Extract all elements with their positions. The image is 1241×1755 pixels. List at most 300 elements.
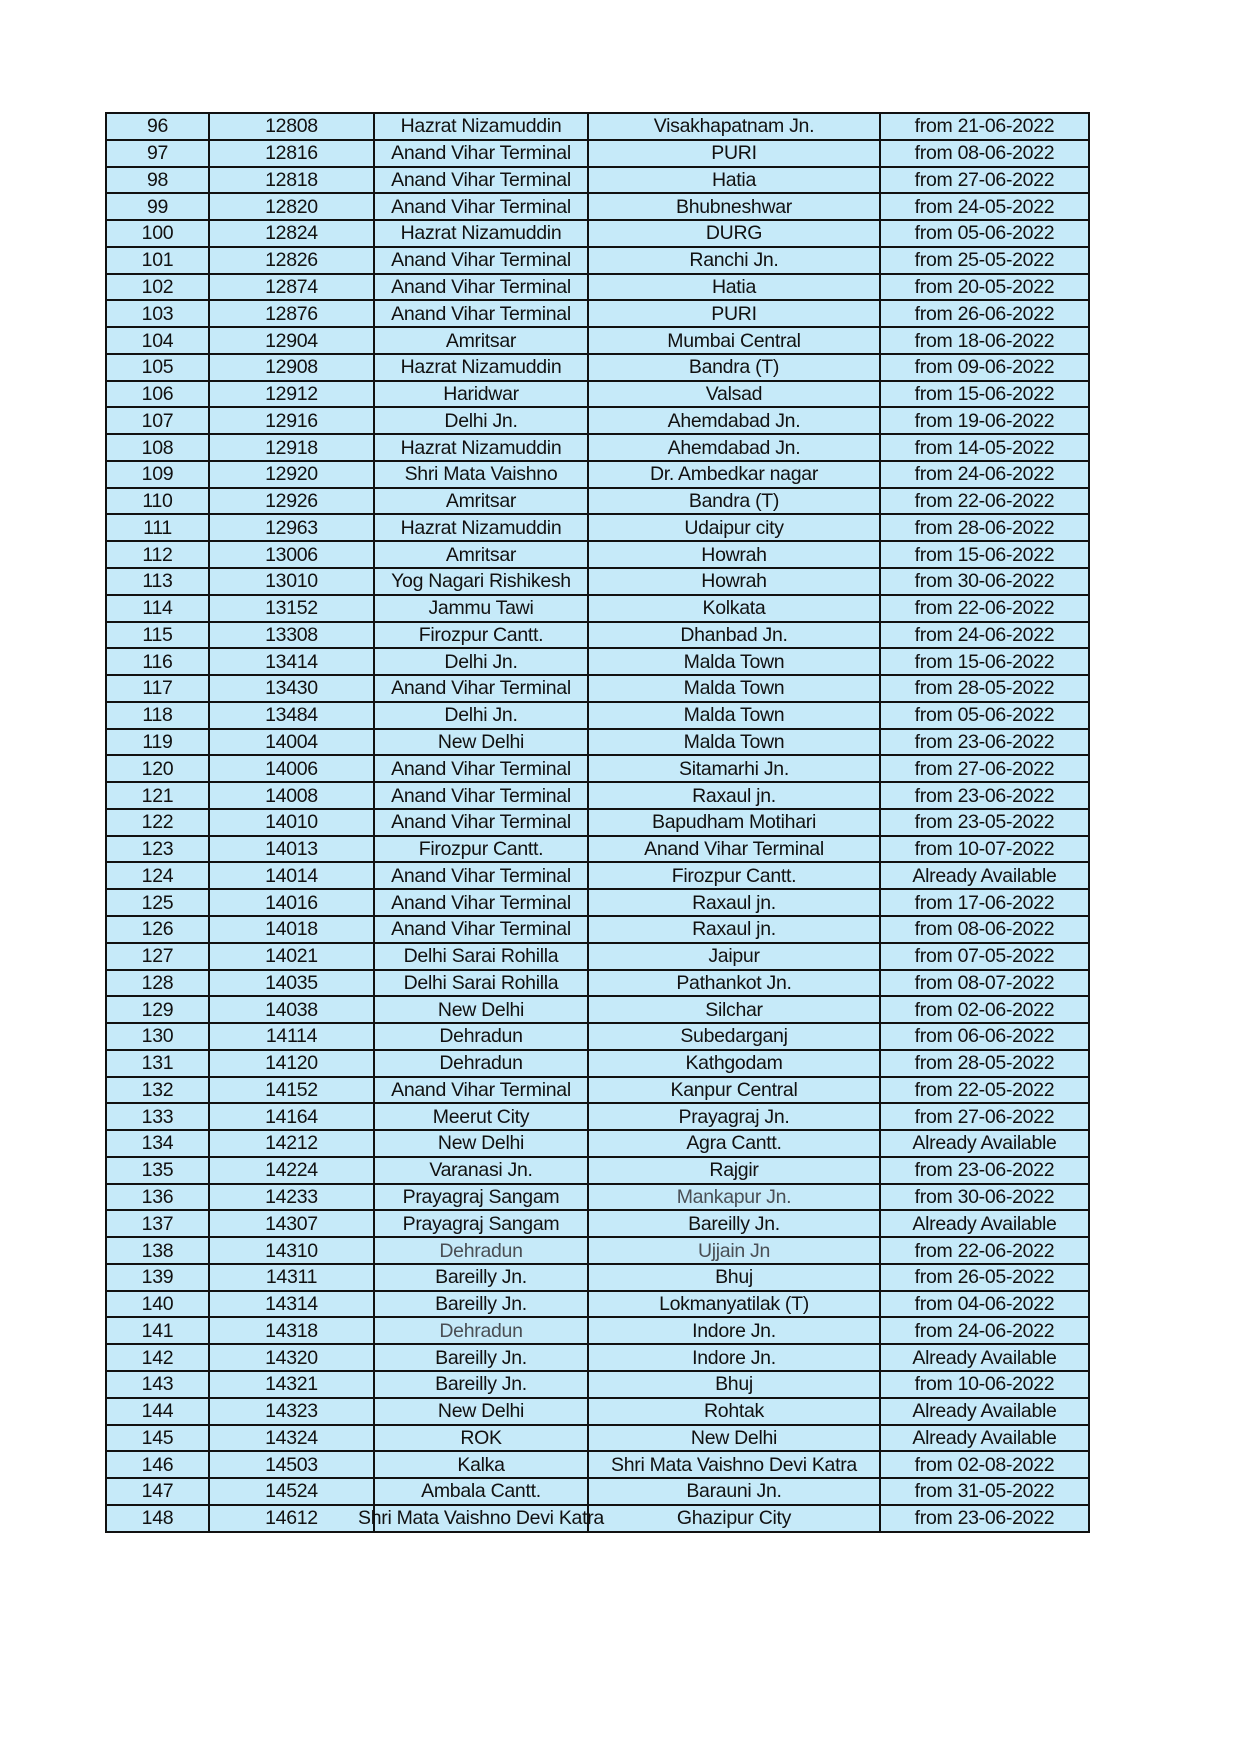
train-number-cell: 13484: [209, 702, 374, 729]
table-row: [106, 1425, 1089, 1452]
train-number-cell: 14503: [209, 1451, 374, 1478]
availability-date-cell: from 15-06-2022: [880, 648, 1089, 675]
availability-date-cell: from 22-06-2022: [880, 488, 1089, 515]
serial-number-cell: 132: [106, 1077, 209, 1104]
availability-date-cell: from 08-06-2022: [880, 916, 1089, 943]
train-number-cell: 14321: [209, 1371, 374, 1398]
origin-station-cell: Meerut City: [374, 1103, 588, 1130]
train-number-cell: 14114: [209, 1023, 374, 1050]
availability-date-cell: from 18-06-2022: [880, 327, 1089, 354]
destination-station-cell: PURI: [588, 300, 880, 327]
origin-station-cell: Anand Vihar Terminal: [374, 247, 588, 274]
availability-date-cell: Already Available: [880, 1425, 1089, 1452]
availability-date-cell: from 24-05-2022: [880, 193, 1089, 220]
origin-station-cell: Delhi Jn.: [374, 648, 588, 675]
destination-station-cell: Bhubneshwar: [588, 193, 880, 220]
train-number-cell: 12963: [209, 514, 374, 541]
destination-station-cell: Ahemdabad Jn.: [588, 434, 880, 461]
availability-date-cell: from 26-05-2022: [880, 1264, 1089, 1291]
table-row: [106, 622, 1089, 649]
availability-date-cell: from 04-06-2022: [880, 1291, 1089, 1318]
table-row: [106, 167, 1089, 194]
origin-station-cell: Hazrat Nizamuddin: [374, 434, 588, 461]
destination-station-cell: Dr. Ambedkar nagar: [588, 461, 880, 488]
availability-date-cell: from 02-06-2022: [880, 996, 1089, 1023]
train-number-cell: 14323: [209, 1398, 374, 1425]
train-number-cell: 14008: [209, 782, 374, 809]
train-number-cell: 13414: [209, 648, 374, 675]
availability-date-cell: from 21-06-2022: [880, 113, 1089, 140]
serial-number-cell: 139: [106, 1264, 209, 1291]
train-number-cell: 12818: [209, 167, 374, 194]
table-row: [106, 354, 1089, 381]
table-row: [106, 488, 1089, 515]
table-row: [106, 541, 1089, 568]
serial-number-cell: 146: [106, 1451, 209, 1478]
destination-station-cell: Bapudham Motihari: [588, 809, 880, 836]
table-row: [106, 648, 1089, 675]
table-row: [106, 1210, 1089, 1237]
availability-date-cell: from 28-05-2022: [880, 675, 1089, 702]
serial-number-cell: 129: [106, 996, 209, 1023]
destination-station-cell: Ranchi Jn.: [588, 247, 880, 274]
train-number-cell: 14018: [209, 916, 374, 943]
destination-station-cell: Hatia: [588, 274, 880, 301]
serial-number-cell: 115: [106, 622, 209, 649]
availability-date-cell: Already Available: [880, 1398, 1089, 1425]
origin-station-cell: Anand Vihar Terminal: [374, 755, 588, 782]
availability-date-cell: from 24-06-2022: [880, 461, 1089, 488]
origin-station-cell: Anand Vihar Terminal: [374, 274, 588, 301]
destination-station-cell: Ujjain Jn: [588, 1237, 880, 1264]
serial-number-cell: 112: [106, 541, 209, 568]
train-number-cell: 14038: [209, 996, 374, 1023]
table-row: [106, 1237, 1089, 1264]
train-number-cell: 12904: [209, 327, 374, 354]
serial-number-cell: 141: [106, 1317, 209, 1344]
table-row: [106, 916, 1089, 943]
destination-station-cell: Bandra (T): [588, 354, 880, 381]
availability-date-cell: from 30-06-2022: [880, 568, 1089, 595]
availability-date-cell: from 25-05-2022: [880, 247, 1089, 274]
destination-station-cell: Bhuj: [588, 1264, 880, 1291]
destination-station-cell: Kolkata: [588, 595, 880, 622]
train-number-cell: 12874: [209, 274, 374, 301]
train-number-cell: 14307: [209, 1210, 374, 1237]
train-number-cell: 12926: [209, 488, 374, 515]
train-number-cell: 14314: [209, 1291, 374, 1318]
origin-station-cell: Anand Vihar Terminal: [374, 889, 588, 916]
train-number-cell: 14311: [209, 1264, 374, 1291]
destination-station-cell: Indore Jn.: [588, 1344, 880, 1371]
serial-number-cell: 147: [106, 1478, 209, 1505]
train-number-cell: 14014: [209, 862, 374, 889]
table-body: [106, 113, 1089, 1532]
train-number-cell: 14164: [209, 1103, 374, 1130]
availability-date-cell: from 05-06-2022: [880, 220, 1089, 247]
availability-date-cell: from 09-06-2022: [880, 354, 1089, 381]
serial-number-cell: 140: [106, 1291, 209, 1318]
destination-station-cell: Ahemdabad Jn.: [588, 407, 880, 434]
destination-station-cell: Hatia: [588, 167, 880, 194]
serial-number-cell: 123: [106, 836, 209, 863]
origin-station-cell: New Delhi: [374, 996, 588, 1023]
availability-date-cell: from 22-06-2022: [880, 1237, 1089, 1264]
destination-station-cell: Silchar: [588, 996, 880, 1023]
destination-station-cell: Agra Cantt.: [588, 1130, 880, 1157]
availability-date-cell: Already Available: [880, 1344, 1089, 1371]
availability-date-cell: from 07-05-2022: [880, 943, 1089, 970]
availability-date-cell: from 05-06-2022: [880, 702, 1089, 729]
table-row: [106, 434, 1089, 461]
availability-date-cell: from 23-06-2022: [880, 782, 1089, 809]
train-number-cell: 13308: [209, 622, 374, 649]
serial-number-cell: 142: [106, 1344, 209, 1371]
serial-number-cell: 126: [106, 916, 209, 943]
origin-station-cell: Amritsar: [374, 541, 588, 568]
destination-station-cell: Mumbai Central: [588, 327, 880, 354]
serial-number-cell: 143: [106, 1371, 209, 1398]
serial-number-cell: 127: [106, 943, 209, 970]
origin-station-cell: Jammu Tawi: [374, 595, 588, 622]
serial-number-cell: 110: [106, 488, 209, 515]
table-row: [106, 702, 1089, 729]
serial-number-cell: 131: [106, 1050, 209, 1077]
origin-station-cell: Anand Vihar Terminal: [374, 167, 588, 194]
availability-date-cell: from 17-06-2022: [880, 889, 1089, 916]
serial-number-cell: 97: [106, 140, 209, 167]
train-number-cell: 14006: [209, 755, 374, 782]
destination-station-cell: Valsad: [588, 381, 880, 408]
availability-date-cell: from 10-06-2022: [880, 1371, 1089, 1398]
destination-station-cell: Raxaul jn.: [588, 889, 880, 916]
serial-number-cell: 117: [106, 675, 209, 702]
table-row: [106, 220, 1089, 247]
train-number-cell: 13010: [209, 568, 374, 595]
train-number-cell: 14310: [209, 1237, 374, 1264]
train-number-cell: 14320: [209, 1344, 374, 1371]
train-number-cell: 14524: [209, 1478, 374, 1505]
table-row: [106, 407, 1089, 434]
origin-station-cell: [358, 1505, 604, 1532]
origin-station-cell: Anand Vihar Terminal: [374, 140, 588, 167]
origin-station-cell: Varanasi Jn.: [374, 1157, 588, 1184]
serial-number-cell: 120: [106, 755, 209, 782]
table-row: [106, 1157, 1089, 1184]
availability-date-cell: from 27-06-2022: [880, 755, 1089, 782]
destination-station-cell: Howrah: [588, 568, 880, 595]
destination-station-cell: Raxaul jn.: [588, 916, 880, 943]
train-number-cell: 13430: [209, 675, 374, 702]
origin-station-cell: New Delhi: [374, 1130, 588, 1157]
origin-station-cell: Prayagraj Sangam: [374, 1210, 588, 1237]
availability-date-cell: from 30-06-2022: [880, 1184, 1089, 1211]
table-row: [106, 996, 1089, 1023]
availability-date-cell: from 06-06-2022: [880, 1023, 1089, 1050]
destination-station-cell: Pathankot Jn.: [588, 970, 880, 997]
origin-station-cell: Amritsar: [374, 488, 588, 515]
origin-station-cell: Delhi Jn.: [374, 407, 588, 434]
availability-date-cell: Already Available: [880, 862, 1089, 889]
train-number-cell: 12908: [209, 354, 374, 381]
destination-station-cell: Visakhapatnam Jn.: [588, 113, 880, 140]
availability-date-cell: Already Available: [880, 1130, 1089, 1157]
availability-date-cell: from 23-06-2022: [880, 1505, 1089, 1532]
train-number-cell: 12912: [209, 381, 374, 408]
table-row: [106, 1184, 1089, 1211]
train-number-cell: 12918: [209, 434, 374, 461]
serial-number-cell: 121: [106, 782, 209, 809]
origin-station-cell: Anand Vihar Terminal: [374, 1077, 588, 1104]
destination-station-cell: Prayagraj Jn.: [588, 1103, 880, 1130]
table-row: [106, 862, 1089, 889]
table-row: [106, 140, 1089, 167]
serial-number-cell: 105: [106, 354, 209, 381]
serial-number-cell: 124: [106, 862, 209, 889]
table-row: [106, 1478, 1089, 1505]
serial-number-cell: 102: [106, 274, 209, 301]
serial-number-cell: 109: [106, 461, 209, 488]
availability-date-cell: from 31-05-2022: [880, 1478, 1089, 1505]
table-row: [106, 836, 1089, 863]
destination-station-cell: Firozpur Cantt.: [588, 862, 880, 889]
destination-station-cell: New Delhi: [588, 1425, 880, 1452]
train-number-cell: 12826: [209, 247, 374, 274]
origin-station-cell: Hazrat Nizamuddin: [374, 220, 588, 247]
table-row: [106, 1050, 1089, 1077]
serial-number-cell: 135: [106, 1157, 209, 1184]
serial-number-cell: 125: [106, 889, 209, 916]
origin-station-cell: Dehradun: [374, 1023, 588, 1050]
destination-station-cell: Howrah: [588, 541, 880, 568]
serial-number-cell: 119: [106, 729, 209, 756]
destination-station-cell: Kanpur Central: [588, 1077, 880, 1104]
table-row: [106, 943, 1089, 970]
origin-station-cell: Amritsar: [374, 327, 588, 354]
origin-station-cell: New Delhi: [374, 1398, 588, 1425]
train-number-cell: 12824: [209, 220, 374, 247]
destination-station-cell: Kathgodam: [588, 1050, 880, 1077]
availability-date-cell: from 23-06-2022: [880, 1157, 1089, 1184]
availability-date-cell: from 02-08-2022: [880, 1451, 1089, 1478]
serial-number-cell: 103: [106, 300, 209, 327]
availability-date-cell: from 19-06-2022: [880, 407, 1089, 434]
train-number-cell: 14224: [209, 1157, 374, 1184]
origin-station-cell: Prayagraj Sangam: [374, 1184, 588, 1211]
table-row: [106, 755, 1089, 782]
train-number-cell: 14233: [209, 1184, 374, 1211]
serial-number-cell: 113: [106, 568, 209, 595]
train-number-cell: 14212: [209, 1130, 374, 1157]
origin-station-cell: Firozpur Cantt.: [374, 622, 588, 649]
serial-number-cell: 148: [106, 1505, 209, 1532]
availability-date-cell: from 20-05-2022: [880, 274, 1089, 301]
serial-number-cell: 116: [106, 648, 209, 675]
destination-station-cell: Ghazipur City: [588, 1505, 880, 1532]
destination-station-cell: Raxaul jn.: [588, 782, 880, 809]
train-number-cell: 14010: [209, 809, 374, 836]
serial-number-cell: 98: [106, 167, 209, 194]
destination-station-cell: Mankapur Jn.: [588, 1184, 880, 1211]
table-row: [106, 327, 1089, 354]
serial-number-cell: 111: [106, 514, 209, 541]
serial-number-cell: 114: [106, 595, 209, 622]
availability-date-cell: from 27-06-2022: [880, 167, 1089, 194]
table-row: [106, 381, 1089, 408]
table-row: [106, 113, 1089, 140]
destination-station-cell: PURI: [588, 140, 880, 167]
table-row: [106, 782, 1089, 809]
origin-station-cell: Dehradun: [374, 1317, 588, 1344]
destination-station-cell: Rohtak: [588, 1398, 880, 1425]
destination-station-cell: Malda Town: [588, 702, 880, 729]
availability-date-cell: from 08-07-2022: [880, 970, 1089, 997]
origin-station-cell: Dehradun: [374, 1050, 588, 1077]
origin-station-cell: Dehradun: [374, 1237, 588, 1264]
train-number-cell: 14035: [209, 970, 374, 997]
train-number-cell: 14021: [209, 943, 374, 970]
availability-date-cell: from 08-06-2022: [880, 140, 1089, 167]
origin-station-cell: Delhi Jn.: [374, 702, 588, 729]
table-row: [106, 514, 1089, 541]
origin-station-cell: New Delhi: [374, 729, 588, 756]
train-number-cell: 12816: [209, 140, 374, 167]
serial-number-cell: 107: [106, 407, 209, 434]
availability-date-cell: from 26-06-2022: [880, 300, 1089, 327]
availability-date-cell: from 15-06-2022: [880, 381, 1089, 408]
table-row: [106, 970, 1089, 997]
serial-number-cell: 100: [106, 220, 209, 247]
table-row: [106, 1264, 1089, 1291]
availability-date-cell: from 27-06-2022: [880, 1103, 1089, 1130]
origin-station-cell: Anand Vihar Terminal: [374, 916, 588, 943]
table-row: [106, 595, 1089, 622]
availability-date-cell: from 24-06-2022: [880, 622, 1089, 649]
origin-station-cell: ROK: [374, 1425, 588, 1452]
availability-date-cell: from 28-05-2022: [880, 1050, 1089, 1077]
serial-number-cell: 137: [106, 1210, 209, 1237]
availability-date-cell: from 23-05-2022: [880, 809, 1089, 836]
table-row: [106, 889, 1089, 916]
destination-station-cell: Anand Vihar Terminal: [588, 836, 880, 863]
train-number-cell: 14612: [209, 1505, 374, 1532]
serial-number-cell: 96: [106, 113, 209, 140]
table-row: [106, 300, 1089, 327]
serial-number-cell: 136: [106, 1184, 209, 1211]
train-number-cell: 14016: [209, 889, 374, 916]
origin-station-cell: Bareilly Jn.: [374, 1344, 588, 1371]
table-row: [106, 247, 1089, 274]
origin-station-cell: Hazrat Nizamuddin: [374, 113, 588, 140]
train-number-cell: 14120: [209, 1050, 374, 1077]
destination-station-cell: Barauni Jn.: [588, 1478, 880, 1505]
destination-station-cell: Jaipur: [588, 943, 880, 970]
serial-number-cell: 145: [106, 1425, 209, 1452]
destination-station-cell: Subedarganj: [588, 1023, 880, 1050]
destination-station-cell: Dhanbad Jn.: [588, 622, 880, 649]
serial-number-cell: 99: [106, 193, 209, 220]
availability-date-cell: from 22-05-2022: [880, 1077, 1089, 1104]
table-row: [106, 568, 1089, 595]
table-row: [106, 1130, 1089, 1157]
table-row: [106, 193, 1089, 220]
table-row: [106, 1505, 1089, 1532]
table-row: [106, 1451, 1089, 1478]
availability-date-cell: from 24-06-2022: [880, 1317, 1089, 1344]
destination-station-cell: Bhuj: [588, 1371, 880, 1398]
origin-station-cell: Anand Vihar Terminal: [374, 862, 588, 889]
serial-number-cell: 138: [106, 1237, 209, 1264]
table-row: [106, 274, 1089, 301]
origin-station-cell: Delhi Sarai Rohilla: [374, 970, 588, 997]
table-row: [106, 1344, 1089, 1371]
origin-station-cell: Anand Vihar Terminal: [374, 675, 588, 702]
serial-number-cell: 130: [106, 1023, 209, 1050]
destination-station-cell: Indore Jn.: [588, 1317, 880, 1344]
availability-date-cell: from 28-06-2022: [880, 514, 1089, 541]
serial-number-cell: 134: [106, 1130, 209, 1157]
table-row: [106, 1023, 1089, 1050]
destination-station-cell: Shri Mata Vaishno Devi Katra: [588, 1451, 880, 1478]
train-number-cell: 12920: [209, 461, 374, 488]
destination-station-cell: Rajgir: [588, 1157, 880, 1184]
table-row: [106, 1371, 1089, 1398]
origin-station-cell: Anand Vihar Terminal: [374, 782, 588, 809]
train-number-cell: 13006: [209, 541, 374, 568]
table-row: [106, 1317, 1089, 1344]
destination-station-cell: Malda Town: [588, 675, 880, 702]
train-number-cell: 14152: [209, 1077, 374, 1104]
serial-number-cell: 122: [106, 809, 209, 836]
origin-station-cell: Hazrat Nizamuddin: [374, 514, 588, 541]
destination-station-cell: Malda Town: [588, 729, 880, 756]
table-row: [106, 461, 1089, 488]
availability-date-cell: from 14-05-2022: [880, 434, 1089, 461]
origin-station-cell: Kalka: [374, 1451, 588, 1478]
train-number-cell: 13152: [209, 595, 374, 622]
train-number-cell: 12876: [209, 300, 374, 327]
destination-station-cell: Bareilly Jn.: [588, 1210, 880, 1237]
train-number-cell: 12916: [209, 407, 374, 434]
train-number-cell: 14318: [209, 1317, 374, 1344]
origin-station-cell: Firozpur Cantt.: [374, 836, 588, 863]
clipped-text: Shri Mata Vaishno Devi Katra: [358, 1507, 604, 1530]
train-number-cell: 12808: [209, 113, 374, 140]
destination-station-cell: Sitamarhi Jn.: [588, 755, 880, 782]
origin-station-cell: Bareilly Jn.: [374, 1371, 588, 1398]
origin-station-cell: Ambala Cantt.: [374, 1478, 588, 1505]
train-number-cell: 14004: [209, 729, 374, 756]
availability-date-cell: from 23-06-2022: [880, 729, 1089, 756]
destination-station-cell: Lokmanyatilak (T): [588, 1291, 880, 1318]
serial-number-cell: 133: [106, 1103, 209, 1130]
train-number-cell: 12820: [209, 193, 374, 220]
availability-date-cell: Already Available: [880, 1210, 1089, 1237]
origin-station-cell: Hazrat Nizamuddin: [374, 354, 588, 381]
destination-station-cell: Malda Town: [588, 648, 880, 675]
origin-station-cell: Anand Vihar Terminal: [374, 300, 588, 327]
origin-station-cell: Yog Nagari Rishikesh: [374, 568, 588, 595]
origin-station-cell: Haridwar: [374, 381, 588, 408]
table-row: [106, 1103, 1089, 1130]
availability-date-cell: from 22-06-2022: [880, 595, 1089, 622]
availability-date-cell: from 15-06-2022: [880, 541, 1089, 568]
table-row: [106, 809, 1089, 836]
train-number-cell: 14013: [209, 836, 374, 863]
serial-number-cell: 128: [106, 970, 209, 997]
serial-number-cell: 104: [106, 327, 209, 354]
serial-number-cell: 106: [106, 381, 209, 408]
